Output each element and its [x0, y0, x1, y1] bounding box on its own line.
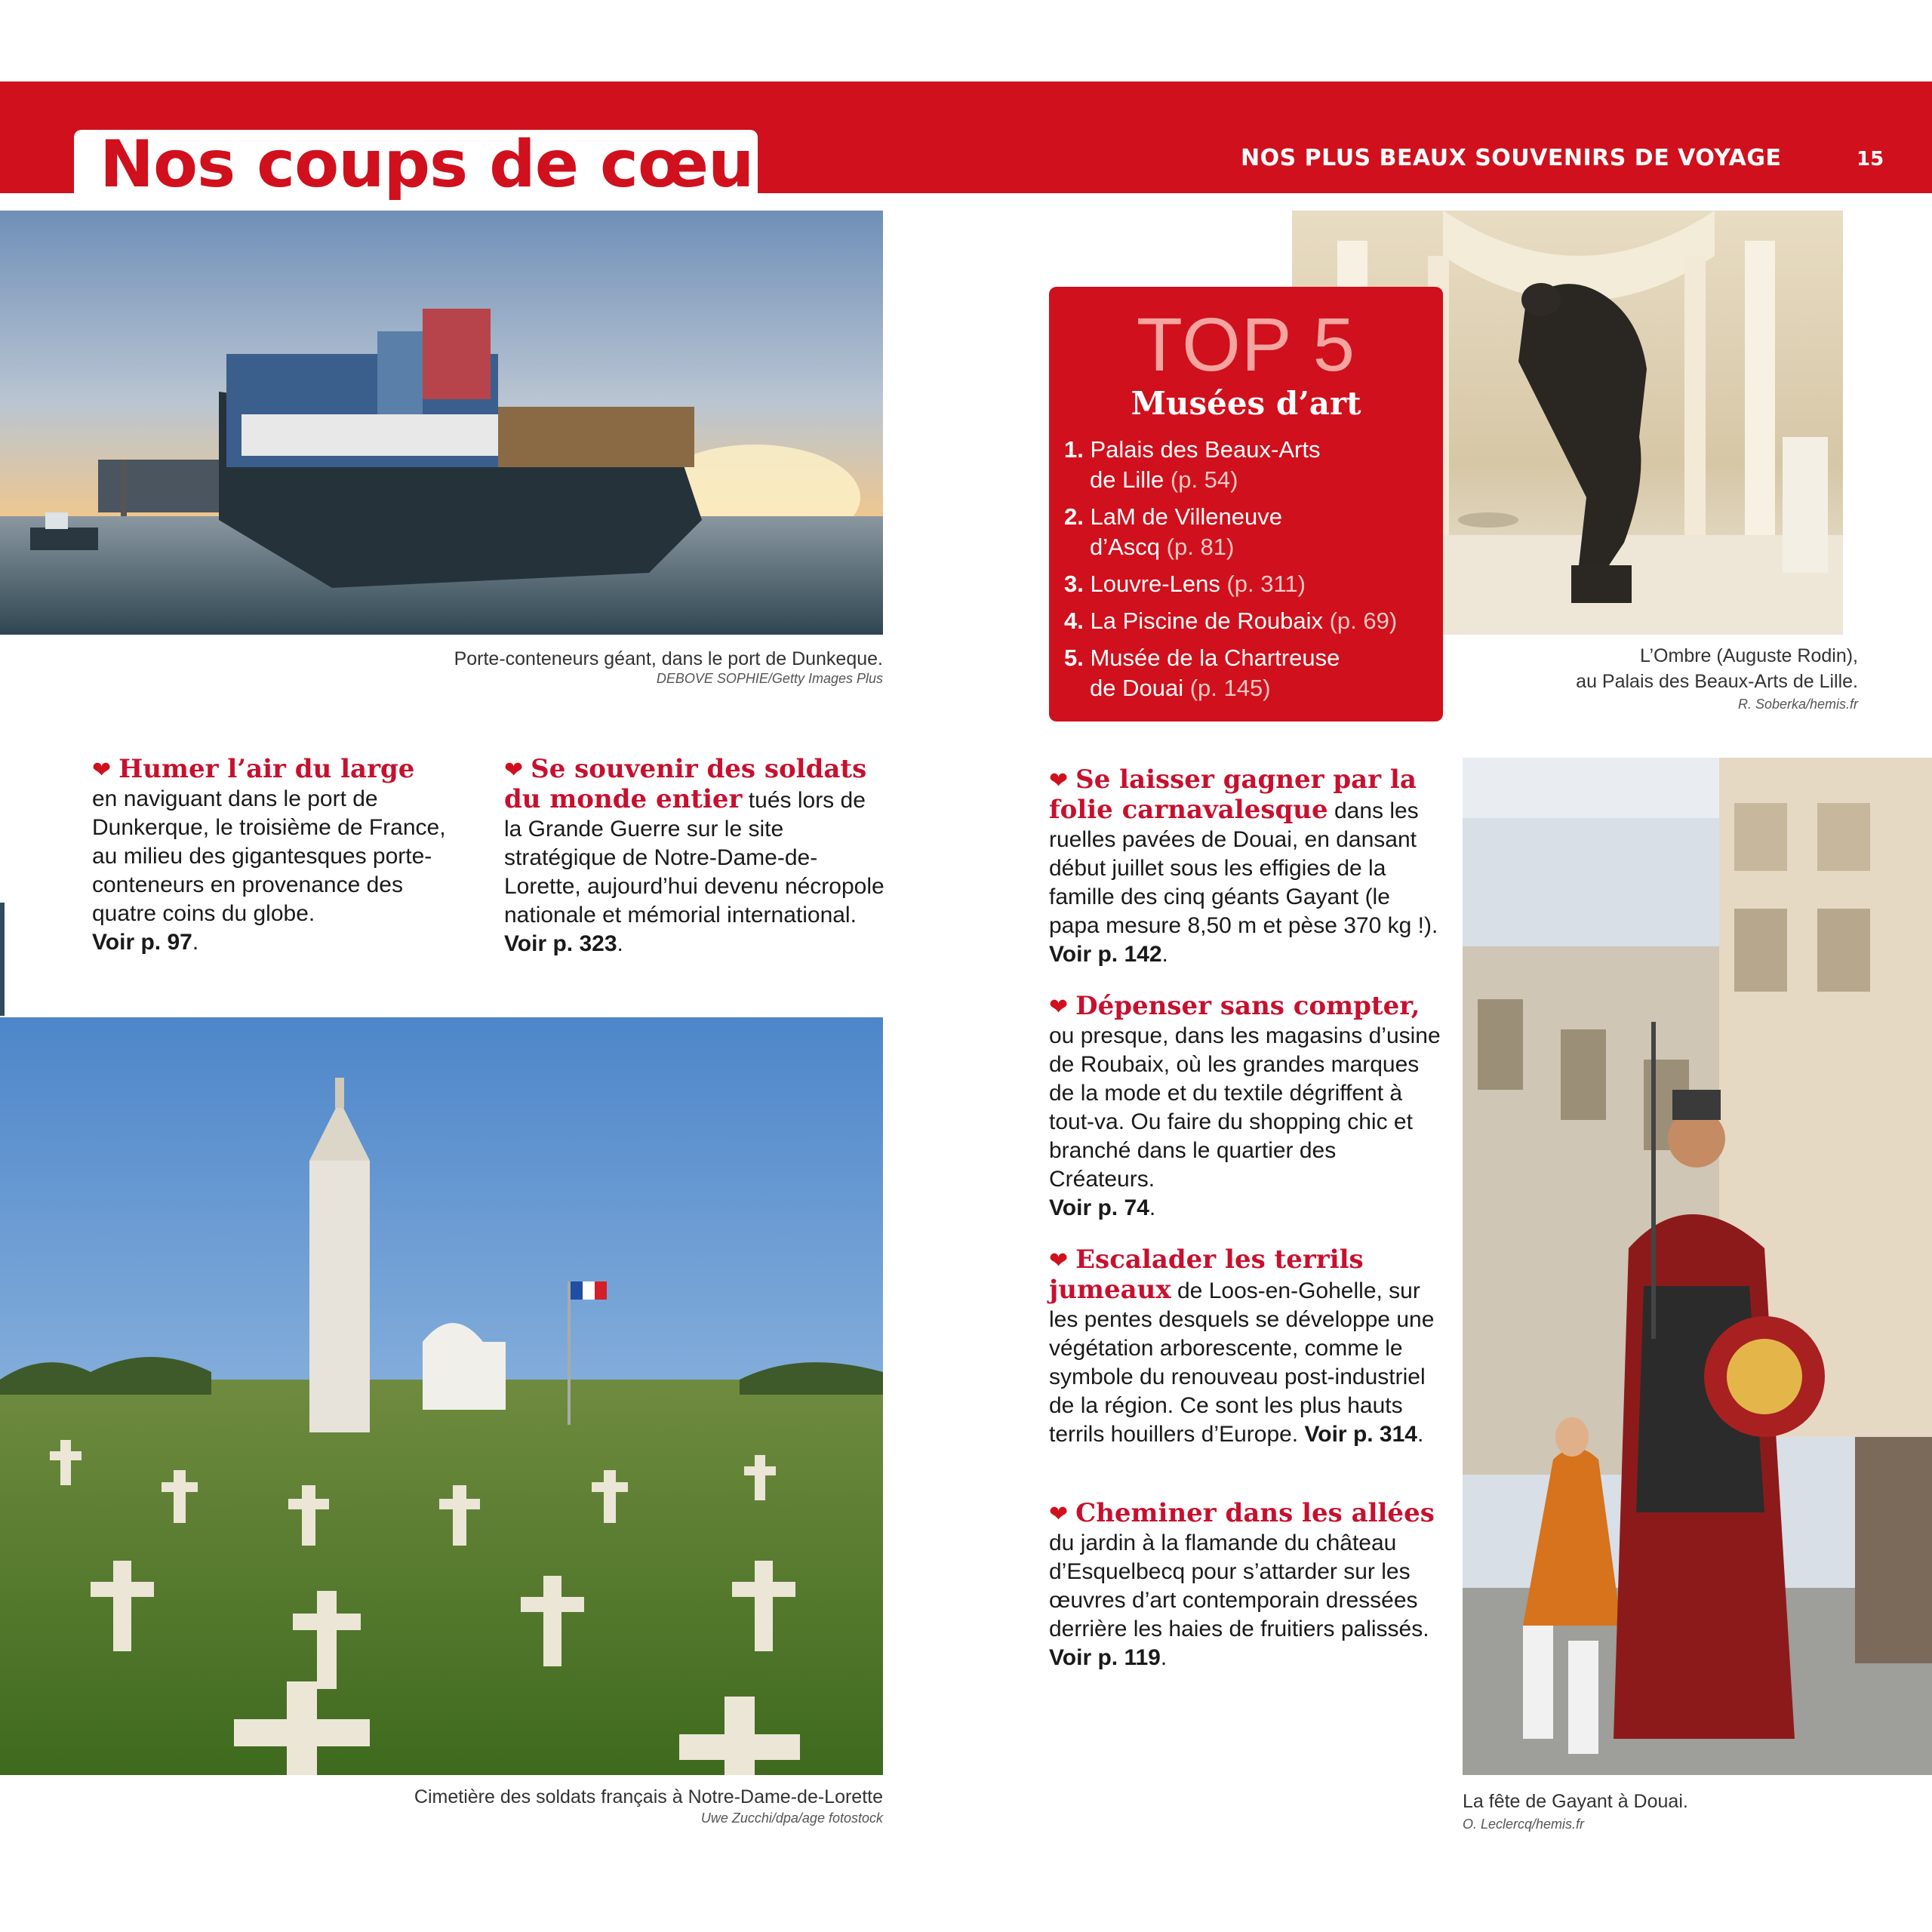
entry-end: .: [1160, 1645, 1168, 1670]
top5-list: [1064, 435, 1426, 710]
photo-container-cemetery: [0, 1017, 883, 1775]
entry-body: en naviguant dans le port de Dunkerque, le troisième de France, au milieu des gigantesques porte-conteneurs en provenance des quatre coins du globe.: [92, 786, 446, 926]
top5-item-5: [1064, 643, 1426, 703]
entry-headline: Escalader les terrils jumeaux: [1049, 1244, 1364, 1305]
entry-body: ou presque, dans les magasins d’usine de Roubaix, où les grandes marques de la mode et du textile dégriffent à tout-va. Ou faire du shopping chic et branché dans le quartier des Créateurs.: [1049, 1023, 1441, 1192]
top5-item-page: (p. 54): [1170, 466, 1238, 493]
entry-see-link[interactable]: Voir p. 74: [1049, 1195, 1149, 1220]
top5-item-name: La Piscine de Roubaix: [1090, 608, 1323, 634]
top5-item-1: [1064, 435, 1426, 495]
entry-headline: Se souvenir des soldats du monde entier: [504, 754, 867, 814]
heart-icon: ❤: [1049, 768, 1069, 793]
top5-item-name-2: de Douai: [1090, 675, 1184, 701]
caption-rodin-line2: au Palais des Beaux-Arts de Lille.: [1576, 671, 1858, 692]
entry-large: [92, 755, 469, 957]
credit-gayant: O. Leclercq/hemis.fr: [1463, 1817, 1585, 1832]
top5-item-num: 5.: [1064, 645, 1084, 671]
top5-item-num: 3.: [1064, 571, 1084, 597]
top5-item-num: 1.: [1064, 436, 1084, 463]
top5-item-name: Palais des Beaux-Arts: [1090, 436, 1321, 463]
caption-gayant: La fête de Gayant à Douai.: [1463, 1791, 1688, 1812]
entry-end: .: [1417, 1422, 1424, 1447]
entry-shopping: [1049, 992, 1441, 1223]
caption-ship: Porte-conteneurs géant, dans le port de Dunkeque.: [454, 648, 883, 669]
heart-icon: ❤: [92, 758, 112, 783]
entry-headline: Cheminer dans les allées: [1075, 1498, 1435, 1528]
top5-item-name: LaM de Villeneuve: [1090, 503, 1282, 530]
top5-item-page: (p. 81): [1166, 534, 1235, 560]
entry-headline: Se laisser gagner par la folie carnavalesque: [1049, 764, 1417, 825]
top5-box: [1049, 287, 1443, 721]
entry-headline: Humer l’air du large: [118, 754, 415, 784]
top5-item-page: (p. 69): [1329, 608, 1398, 634]
entry-end: .: [617, 931, 623, 956]
top5-item-2: [1064, 502, 1426, 562]
top5-item-num: 2.: [1064, 503, 1084, 530]
top5-item-page: (p. 311): [1226, 571, 1306, 597]
page-title: Nos coups de cœur: [100, 127, 785, 202]
heart-icon: ❤: [1049, 1248, 1069, 1273]
entry-end: .: [1149, 1195, 1156, 1220]
top5-item-num: 4.: [1064, 608, 1084, 634]
entry-see-link[interactable]: Voir p. 323: [504, 931, 617, 956]
entry-body: du jardin à la flamande du château d’Esquelbecq pour s’attarder sur les œuvres d’art contemporain dressées derrière les haies de fruitiers palissés.: [1049, 1531, 1429, 1641]
top5-item-name: Louvre-Lens: [1090, 571, 1220, 597]
entry-carnaval: [1049, 765, 1441, 969]
photo-container-gayant: [1463, 758, 1932, 1775]
entry-soldats: [504, 755, 885, 958]
photo-container-ship: [0, 211, 883, 635]
top5-item-3: [1064, 569, 1426, 599]
entry-body: de Loos-en-Gohelle, sur les pentes desquels se développe une végétation arborescente, comme le symbole du renouveau post-industriel de la région. Ce sont les plus hauts terrils houillers d’Europe.: [1049, 1278, 1435, 1447]
entry-see-link[interactable]: Voir p. 119: [1049, 1645, 1161, 1670]
entry-see-link[interactable]: Voir p. 314: [1304, 1422, 1417, 1447]
credit-ship: DEBOVE SOPHIE/Getty Images Plus: [656, 671, 883, 686]
credit-cemetery: Uwe Zucchi/dpa/age fotostock: [700, 1810, 883, 1826]
top5-item-name-2: de Lille: [1090, 466, 1164, 493]
entry-body: dans les ruelles pavées de Douai, en dansant début juillet sous les effigies de la famille des cinq géants Gayant (le papa mesure 8,50 m et pèse 370 kg !).: [1049, 798, 1438, 938]
page-number: 15: [1857, 148, 1884, 171]
margin-tab: [0, 903, 5, 1016]
top5-subtitle: Musées d’art: [1131, 385, 1361, 422]
credit-rodin: R. Soberka/hemis.fr: [1737, 697, 1858, 712]
entry-end: .: [192, 930, 199, 955]
top5-item-name-2: d’Ascq: [1090, 534, 1161, 560]
heart-icon: ❤: [1049, 1502, 1069, 1527]
running-title: NOS PLUS BEAUX SOUVENIRS DE VOYAGE: [1241, 145, 1782, 171]
entry-see-link[interactable]: Voir p. 97: [92, 930, 192, 955]
top5-item-4: [1064, 606, 1426, 636]
top5-item-name: Musée de la Chartreuse: [1090, 645, 1340, 671]
caption-cemetery: Cimetière des soldats français à Notre-Dame-de-Lorette: [414, 1786, 883, 1807]
top5-item-page: (p. 145): [1189, 675, 1271, 701]
entry-see-link[interactable]: Voir p. 142: [1049, 942, 1162, 967]
top5-heading: TOP 5: [1136, 303, 1356, 387]
entry-headline: Dépenser sans compter,: [1075, 991, 1420, 1021]
entry-terrils: [1049, 1245, 1441, 1449]
heart-icon: ❤: [1049, 995, 1069, 1020]
entry-end: .: [1161, 942, 1168, 967]
caption-rodin-line1: L’Ombre (Auguste Rodin),: [1639, 645, 1858, 666]
heart-icon: ❤: [504, 758, 524, 783]
entry-body: tués lors de la Grande Guerre sur le site stratégique de Notre-Dame-de-Lorette, aujourd’hui devenu nécropole nationale et mémorial international.: [504, 788, 884, 928]
entry-jardin: [1049, 1499, 1441, 1672]
